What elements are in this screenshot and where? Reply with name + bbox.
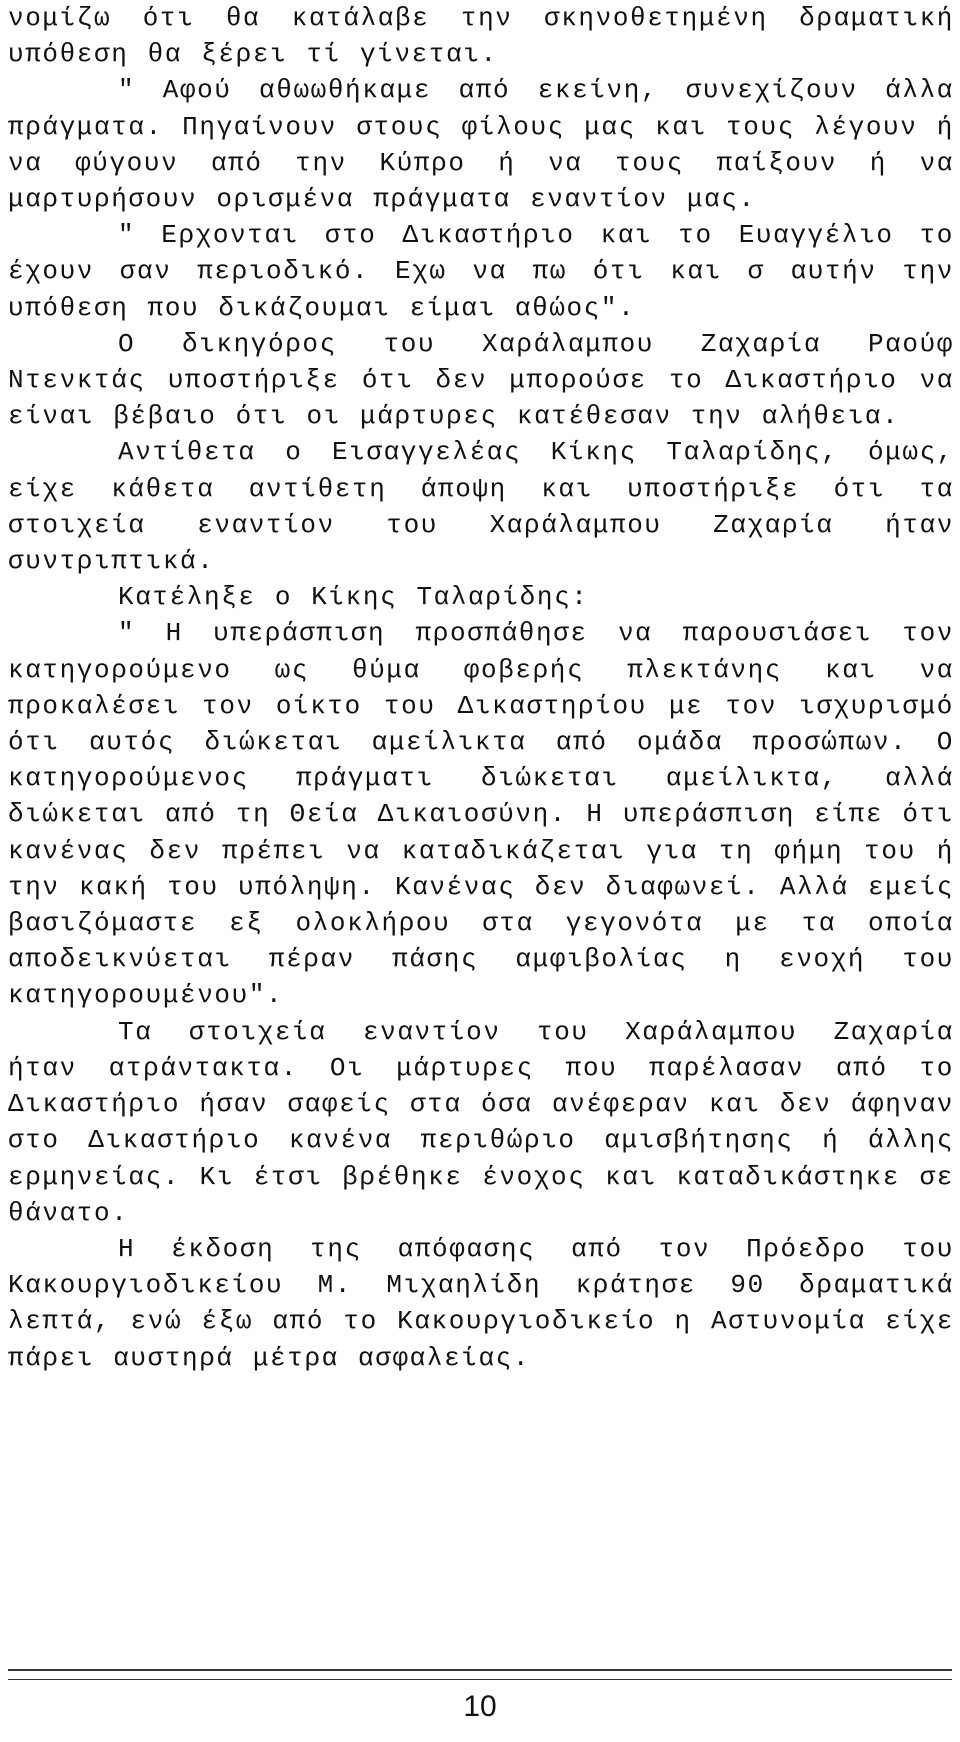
footer-divider [8, 1669, 952, 1680]
paragraph-4: Ο δικηγόρος του Χαράλαμπου Ζαχαρία Ραούφ Ντενκτάς υποστήριξε ότι δεν μπορούσε το Δικαστήριο να είναι βέβαιο ότι οι μάρτυρες κατέθεσαν την αλήθεια. [8, 328, 954, 432]
paragraph-6: Κατέληξε ο Κίκης Ταλαρίδης: [118, 582, 589, 613]
paragraph-7: " Η υπεράσπιση προσπάθησε να παρουσιάσει τον κατηγορούμενο ως θύμα φοβερής πλεκτάνης και να προκαλέσει τον οίκτο του Δικαστηρίου με τον ισχυρισμό ότι αυτός διώκεται αμείλικτα από ομάδα προσώπων. Ο κατηγορούμενος πράγματι διώκεται αμείλικτα, αλλά διώκεται από τη Θεία Δικαιοσύνη. Η υπεράσπιση είπε ότι κανένας δεν πρέπει να καταδικάζεται για τη φήμη του ή την κακή του υπόληψη. Κανένας δεν διαφωνεί. Αλλά εμείς βασιζόμαστε εξ ολοκλήρου στα γεγονότα με τα οποία αποδεικνύεται πέραν πάσης αμφιβολίας η ενοχή του κατηγορουμένου". [8, 618, 954, 1011]
paragraph-9: Η έκδοση της απόφασης από τον Πρόεδρο του Κακουργιοδικείου Μ. Μιχαηλίδη κράτησε 90 δραματικά λεπτά, ενώ έξω από το Κακουργιοδικείο η Αστυνομία είχε πάρει αυστηρά μέτρα ασφαλείας. [8, 1233, 954, 1373]
paragraph-3: " Ερχονται στο Δικαστήριο και το Ευαγγέλιο το έχουν σαν περιοδικό. Εχω να πω ότι και σ αυτήν την υπόθεση που δικάζουμαι είμαι αθώος". [8, 220, 954, 323]
paragraph-2: " Αφού αθωωθήκαμε από εκείνη, συνεχίζουν άλλα πράγματα. Πηγαίνουν στους φίλους μας και τους λέγουν ή να φύγουν από την Κύπρο ή να τους παίξουν ή να μαρτυρήσουν ορισμένα πράγματα εναντίον μας. [8, 75, 954, 215]
paragraph-5: Αντίθετα ο Εισαγγελέας Κίκης Ταλαρίδης, όμως, είχε κάθετα αντίθετη άποψη και υποστήριξε ότι τα στοιχεία εναντίον του Χαράλαμπου Ζαχαρία ήταν συντριπτικά. [8, 437, 954, 577]
document-body [8, 0, 954, 1376]
paragraph-8: Τα στοιχεία εναντίον του Χαράλαμπου Ζαχαρία ήταν ατράντακτα. Οι μάρτυρες που παρέλασαν από το Δικαστήριο ήσαν σαφείς στα όσα ανέφεραν και δεν άφηναν στο Δικαστήριο κανένα περιθώριο αμισβήτησης ή άλλης ερμηνείας. Κι έτσι βρέθηκε ένοχος και καταδικάστηκε σε θάνατο. [8, 1016, 954, 1228]
paragraph-1: νομίζω ότι θα κατάλαβε την σκηνοθετημένη δραματική υπόθεση θα ξέρει τί γίνεται. [8, 3, 954, 70]
page-number: 10 [463, 1690, 497, 1723]
